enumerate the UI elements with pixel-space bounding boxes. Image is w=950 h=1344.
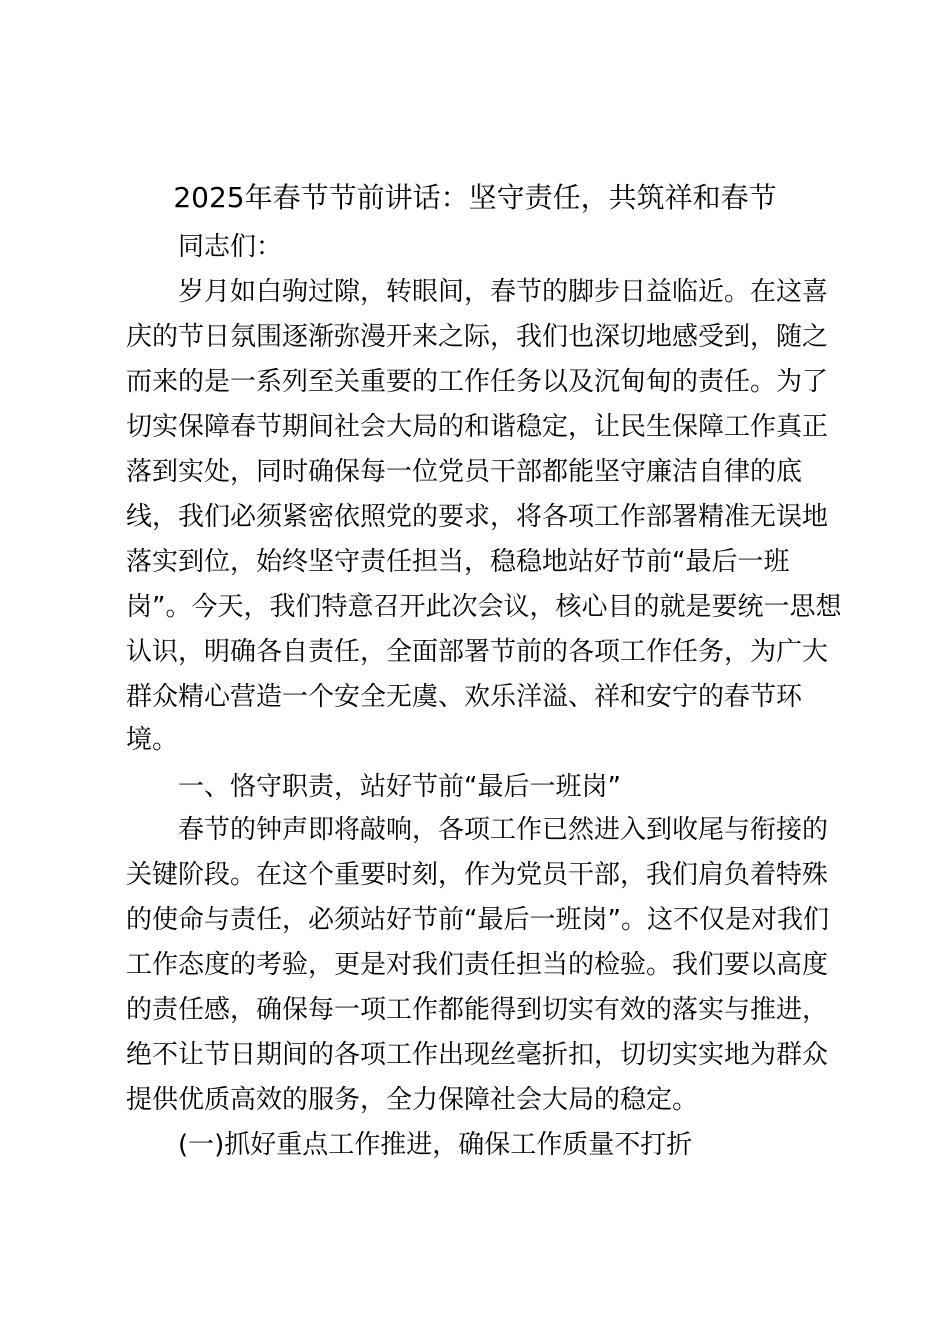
document-title: 2025年春节节前讲话：坚守责任，共筑祥和春节 bbox=[173, 181, 777, 214]
paragraph-line: 落到实处，同时确保每一位党员干部都能坚守廉洁自律的底 bbox=[126, 457, 803, 487]
paragraph-line: 线，我们必须紧密依照党的要求，将各项工作部署精准无误地 bbox=[126, 502, 829, 532]
paragraph-line: 落实到位，始终坚守责任担当，稳稳地站好节前“最后一班 bbox=[126, 547, 790, 577]
section-heading-1: 一、恪守职责，站好节前“最后一班岗” bbox=[178, 772, 621, 802]
paragraph-line: 群众精心营造一个安全无虞、欢乐洋溢、祥和安宁的春节环 bbox=[126, 682, 803, 712]
paragraph-line: 切实保障春节期间社会大局的和谐稳定，让民生保障工作真正 bbox=[126, 412, 829, 442]
paragraph-line: 提供优质高效的服务，全力保障社会大局的稳定。 bbox=[126, 1085, 699, 1115]
paragraph-line: 而来的是一系列至关重要的工作任务以及沉甸甸的责任。为了 bbox=[126, 367, 829, 397]
paragraph-line: 认识，明确各自责任，全面部署节前的各项工作任务，为广大 bbox=[126, 637, 829, 667]
paragraph-line: 的使命与责任，必须站好节前“最后一班岗”。这不仅是对我们 bbox=[126, 905, 829, 935]
paragraph-line: 绝不让节日期间的各项工作出现丝毫折扣，切切实实地为群众 bbox=[126, 1040, 829, 1070]
paragraph-line: 工作态度的考验，更是对我们责任担当的检验。我们要以高度 bbox=[126, 950, 829, 980]
paragraph-line: 岁月如白驹过隙，转眼间，春节的脚步日益临近。在这喜 bbox=[178, 277, 829, 307]
paragraph-line: 庆的节日氛围逐渐弥漫开来之际，我们也深切地感受到，随之 bbox=[126, 322, 829, 352]
paragraph-line: 关键阶段。在这个重要时刻，作为党员干部，我们肩负着特殊 bbox=[126, 860, 829, 890]
paragraph-line: 的责任感，确保每一项工作都能得到切实有效的落实与推进， bbox=[126, 995, 829, 1025]
paragraph-line: 岗”。今天，我们特意召开此次会议，核心目的就是要统一思想 bbox=[126, 592, 842, 622]
paragraph-line: 春节的钟声即将敲响，各项工作已然进入到收尾与衔接的 bbox=[178, 815, 829, 845]
greeting: 同志们： bbox=[178, 232, 283, 262]
subsection-heading-1: (一)抓好重点工作推进，确保工作质量不打折 bbox=[178, 1130, 693, 1160]
paragraph-line: 境。 bbox=[126, 725, 179, 755]
